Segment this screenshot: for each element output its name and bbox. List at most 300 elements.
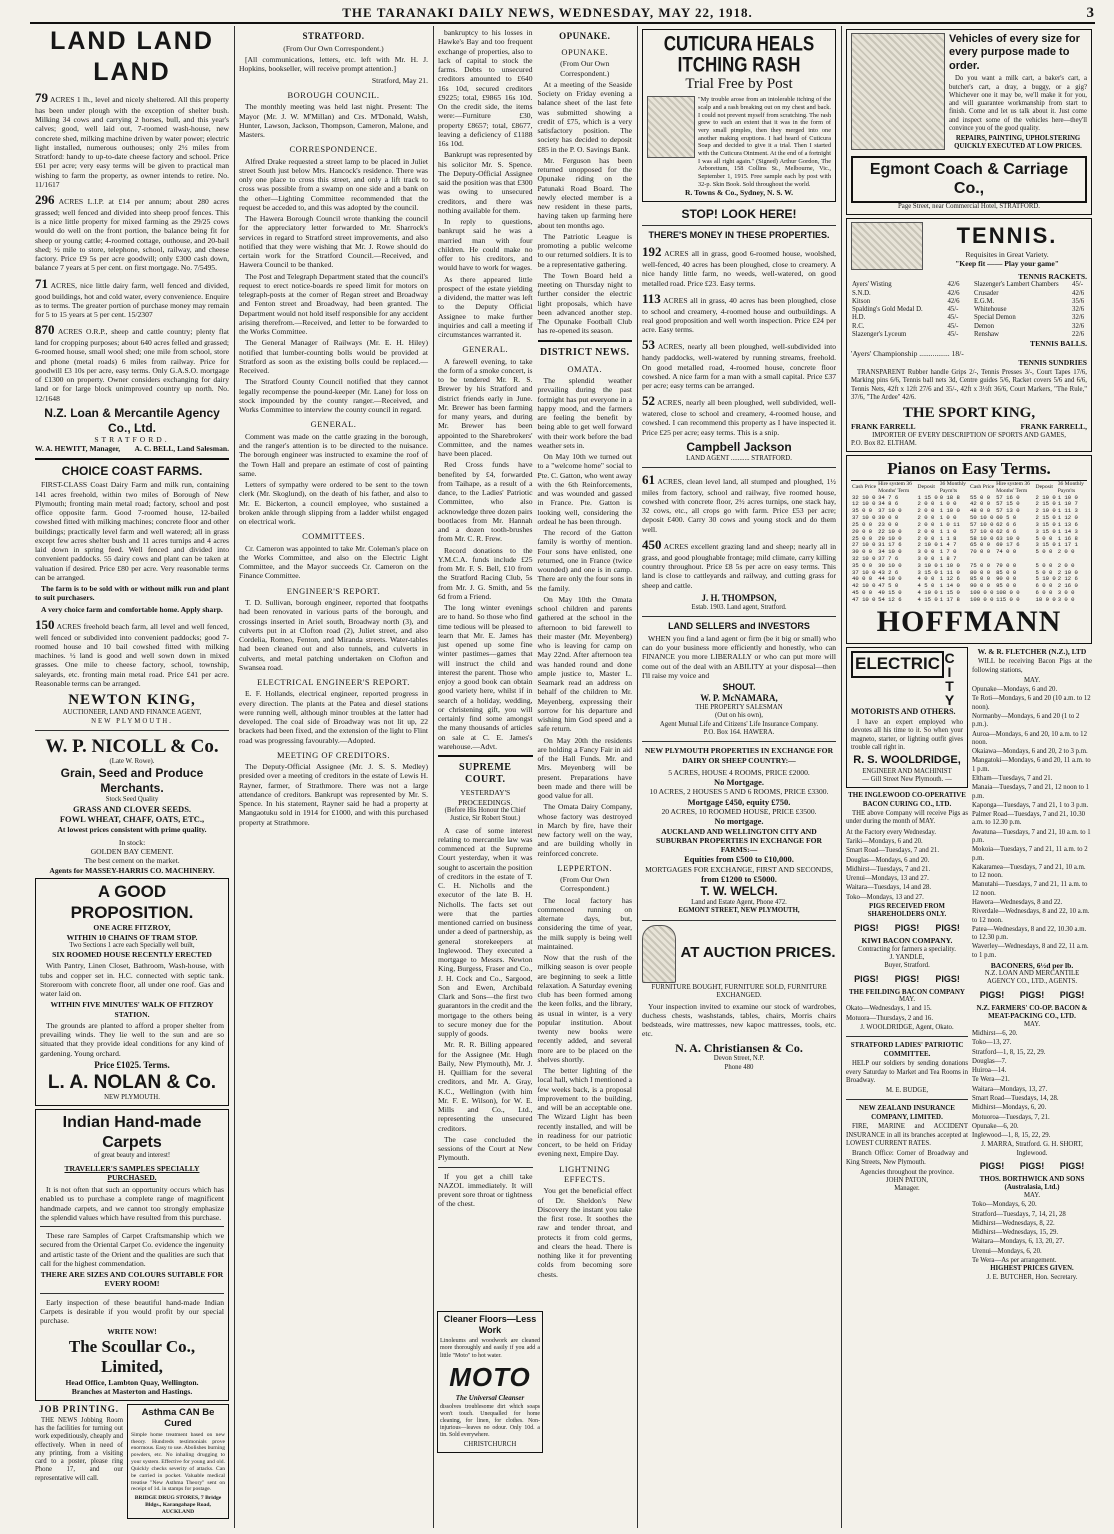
piano-cell: 4 10 0	[917, 589, 938, 596]
christiansen-name: N. A. Christiansen & Co.	[675, 1040, 803, 1055]
insurance-text: FIRE, MARINE and ACCIDENT INSURANCE in all its branches accepted at LOWEST CURRENT RATES.	[846, 1123, 968, 1147]
lot-text: ACRES all in grass, 40 acres has been ploughed, close to school and creamery, 4-roomed house and outbuildings. A real good proposition and well worth inspection. Price £24 per acre. Easy terms.	[642, 295, 836, 335]
district-heading: DISTRICT NEWS.	[539, 346, 630, 358]
moto-maker: CHRISTCHURCH	[463, 1441, 517, 1449]
piano-cell: 4 15 0	[917, 595, 938, 603]
engineer-heading: ENGINEER'S REPORT.	[286, 585, 381, 596]
article-text: The record of the Gatton family is worthy of mention. Four sons have enlisted, one returned, one in France (twice wounded) and one is in camp. There are only the four sons in the family.	[537, 528, 632, 593]
schedule-item: Kaponga—Tuesdays, 7 and 21, 1 to 3 p.m.	[972, 801, 1089, 809]
article-text: The local factory has commenced running on alternate days, but, considering the time of year, the milk supply is being well maintained.	[537, 895, 632, 951]
cement-line: GOLDEN BAY CEMENT.	[90, 847, 174, 857]
piano-cell: 37 7 6	[878, 554, 899, 562]
piano-cell: 2 10 0	[1035, 493, 1056, 501]
good-heading: A GOOD PROPOSITION.	[70, 881, 194, 922]
column-1	[32, 26, 232, 1528]
piano-cell: 1 10 7	[1057, 500, 1078, 508]
asthma-text: Simple home treatment based on new theory. Hundreds testimonials prove enormous. Easy to use. Abolishes burning powders, etc. No inhaling drugging to your system. Effective for young and old. Quickly checks severity of attacks. Can be carried in pocket. Valuable medical treatise "New Asthma Theory" sent on receipt of 1d. in stamps for postage.	[131, 1431, 225, 1493]
article-text: Letters of sympathy were ordered to be sent to the town clerk (Mr. Skoglund), on the death of his father, and also to Mr. E. Bickerton, a council employee, who sustained a broken ankle through slipping from a ladder whilst engaged on electrical work.	[239, 480, 428, 527]
carpets-sub: of great beauty and interest!	[93, 1152, 171, 1160]
piano-cell: 29 10 0	[878, 534, 902, 542]
electric-logo	[851, 651, 963, 707]
piano-cell: 3 15 0	[917, 568, 938, 576]
divider	[846, 1099, 968, 1100]
piano-cell: 3 15 0	[1035, 541, 1056, 549]
nz-farmers-schedule	[972, 1030, 1092, 1140]
schedule-item: At the Factory every Wednesday.	[846, 828, 937, 836]
instock-line: In stock:	[118, 837, 146, 847]
lot-text: ACRES excellent grazing land and sheep; nearly all in grass, and good ploughable frontage; mild climate, carry killing country throughout. Price £8 5s per acre on easy terms. This land is close to cattleyards and railway, and cutting grass for sheep and cattle.	[642, 541, 837, 590]
piano-cell: 1 13 6	[1057, 520, 1078, 528]
piano-cell: 1 14 0	[939, 582, 960, 590]
piano-head: Cash Price	[852, 484, 877, 491]
nz-farmers-agents: J. MARRA, Stratford. G. H. SHORT, Inglewood.	[981, 1141, 1083, 1157]
article-text: The Deputy-Official Assignee (Mr. J. S. S. Medley) presided over a meeting of creditors in the estate of Lewis H. Rayner, farmer, of Strathmore. There was not a large attendance of creditors. Bankrupt was represented by Mr. S. Spence. In his statement, Rayner said he had a property at Mangaotuku sold in 1914 for £1000, and with this purchased property at Strathmore.	[239, 762, 428, 827]
article-text: The Omata Dairy Company, whose factory was destroyed in March by fire, have their new factory well on the way, and are building wholly in reinforced concrete.	[537, 802, 632, 858]
piano-cell: 2 0 0	[917, 534, 935, 542]
good-walk: WITHIN FIVE MINUTES' WALK OF FITZROY STATION.	[50, 1000, 214, 1019]
grain-heading: Grain, Seed and Produce Merchants.	[60, 766, 204, 796]
welch-line: Land and Estate Agent, Phone 472.	[691, 898, 787, 906]
piano-cell: 2 0 0	[917, 500, 935, 508]
welch-address: EGMONT STREET, NEW PLYMOUTH,	[678, 907, 800, 915]
job-printing-ad	[35, 1404, 123, 1519]
piano-cell: 10 0 0	[1035, 595, 1056, 603]
bottom-ads	[35, 1404, 229, 1519]
lot-text: ACRES O.R.P., sheep and cattle country; plenty flat land for cropping purposes; about 640 acres felled and grassed; 6-roomed house, small wool shed; one mile from school, store and phone (metal roads) 6 miles from railway. Price for goodwill £3 10s per acre, easy terms. Only G.A.S.O. mortgage of £1300 on property. Owner considers exchanging for dairy land or for large block unimproved country up north. No. 12/1648	[35, 327, 229, 403]
agency-manager: W. A. HEWITT, Manager,	[35, 444, 121, 454]
agency-name: N.Z. Loan & Mercantile Agency Co., Ltd.	[44, 405, 220, 435]
asthma-ad	[127, 1404, 229, 1519]
racket-name: Special Demon	[974, 314, 1016, 322]
borthwick-schedule	[972, 1201, 1092, 1256]
land-lot: 61 ACRES, clean level land, all stumped and ploughed, 1½ miles from factory, school and railway, five roomed house, cowshed with concrete floor, 2½ acres turnips, one stack hay, 32 cows, etc., all crops go with farm. Price £53 per acre; deposit £400. Carry 30 cows and young stock and do them well.	[642, 471, 837, 534]
racket-name: H.D.	[852, 314, 866, 322]
farrell-names	[851, 422, 1087, 431]
vehicle-illustration	[851, 33, 945, 150]
piano-cell: 23 0 0	[878, 520, 899, 528]
land-lot	[642, 291, 836, 335]
coach-ad	[846, 29, 1092, 215]
piano-cell: 1 12 6	[939, 575, 960, 583]
piano-cell: 32 10 0	[852, 554, 876, 562]
rackets-left	[851, 281, 965, 339]
borough-heading: BOROUGH COUNCIL.	[287, 89, 380, 100]
divider	[846, 1036, 968, 1037]
article-text: Mr. R. R. Billing appeared for the Assignee (Mr. Hugh Baily, New Plymouth), Mr. J. H. Quilliam for the several creditors, and Mr. A. Gray, K.C., Wellington (with him Mr. F. E. Wilson), for W. E. Mills and Co., Ltd., representing the unsecured creditors.	[438, 1040, 533, 1133]
carpets-text: Early inspection of these beautiful hand-made Indian Carpets is desirable if you would profit by our special purchase.	[40, 1297, 224, 1326]
piano-cell: 3 0 0	[1057, 595, 1075, 603]
piano-cell: 74 0 0	[996, 548, 1017, 556]
schedule-item: Toko—Mondays, 13 and 27.	[846, 893, 924, 901]
money-heading: THERE'S MONEY IN THESE PROPERTIES.	[648, 230, 830, 241]
piano-cell: 1 10 0	[939, 561, 960, 569]
piano-cell: 44 10 0	[878, 575, 902, 583]
nz-farmers-heading: N.Z. FARMERS' CO-OP. BACON & MEAT-PACKING CO., LTD.	[976, 1003, 1088, 1021]
land-lot	[35, 90, 229, 189]
schedule-item: Te Wera—21.	[972, 1076, 1010, 1084]
opunake-heading: OPUNAKE.	[559, 31, 611, 41]
racket-name: Ayers' Wisting	[852, 281, 892, 289]
np-heading: NEW PLYMOUTH PROPERTIES IN EXCHANGE FOR DAIRY OR SHEEP COUNTRY:—	[644, 746, 834, 765]
electrical-heading: ELECTRICAL ENGINEER'S REPORT.	[257, 677, 410, 688]
kiwi-text: Contracting for farmers a speciality.	[858, 945, 956, 953]
cuticura-text: "My trouble arose from an intolerable itching of the scalp and a rash breaking out on my chest and back. I could not prevent myself from scratching. The rash grew to such an extent that it was in the form of very small pimples, then they merged into one another making eruptions. I had heard of Cuticura Soap and decided to give it a trial. Then I started with the Cuticura Ointment. At the end of a fortnight I was all right again." (Signed) Arthur Gordon, The Arborettum, 158 Collins St., Melbourne, Vic., September 1, 1915. Free sample each by post with 32-p. Skin Book. Sold throughout the world.	[698, 96, 831, 188]
piano-cell: 115 0 0	[996, 595, 1020, 603]
land-heading: LAND LAND LAND	[50, 27, 214, 86]
thompson-name: J. H. THOMPSON,	[701, 592, 777, 603]
article-text: Cr. Cameron was appointed to take Mr. Coleman's place on the Works Committee, and also on the Electric Light Committee, and the Mayor succeeds Cr. Cameron on the Finance Committee.	[239, 543, 428, 581]
schedule-item: Mokoia—Tuesdays, 7 and 21, 11 a.m. to 2 p.m.	[972, 846, 1088, 862]
insurance-name: JOHN PATON,	[886, 1177, 928, 1185]
scoullar-branch: Branches at Masterton and Hastings.	[71, 1387, 193, 1397]
lot-text: ACRES 1 lh., level and nicely sheltered. All this property has been under plough with the exception of shelter bush. Milking 34 cows and carrying 2 horses, bull, and this year's calves; good, well laid out, 7-roomed wash-house, new concrete shed, milking machine driven by water power; electric light installed, numerous outhouses; only 2½ miles from Stratford: handy to up-to-date cheese factory and school. Price £61 per acre; very easy terms will be given to practical man wishing to farm the property, as owner intends to retire. No. 11/1617	[35, 95, 229, 189]
lot-text: ACRES, nearly all been ploughed, well-subdivided into handy paddocks, well-watered by running streams, freehold. On good metalled road, 4-roomed house, concrete floor cowshed. A nice farm for a man with a small capital. Price £37 per acre; easy terms can be arranged.	[642, 342, 836, 391]
balls-heading: TENNIS BALLS.	[1030, 339, 1087, 349]
piano-cell: 5 0 0	[1035, 561, 1053, 569]
piano-cell: 3 10 0	[917, 561, 938, 569]
supreme-honour: (Before His Honour the Chief Justice, Sir Robert Stout.)	[444, 806, 526, 823]
article-text: Alfred Drake requested a street lamp to be placed in Juliet street South just below Mrs. Hancock's residence. There was only one place to cross this street, and only a lift track to cross was possible from a swamp on one side and a bank on the other—Lighting Committee recommended that the request be acceded to, and this was adopted by the council.	[239, 156, 428, 212]
write-now: WRITE NOW!	[107, 1327, 157, 1337]
nazol-text: If you get a chill take NAZOL immediately. It will prevent sore throat or tightness of the chest.	[438, 1171, 533, 1209]
ladies-text: HELP our soldiers by sending donations every Saturday to Market and Tea Rooms in Broadway.	[846, 1060, 968, 1084]
divider	[35, 458, 229, 460]
schedule-item: Midhirst—Wednesdays, 15, 29.	[972, 1229, 1059, 1237]
divider	[438, 755, 533, 757]
mcnamara-sub: THE PROPERTY SALESMAN	[695, 704, 783, 712]
piano-cell: 0 18 8	[939, 493, 960, 501]
stock-line: Stock Seed Quality	[105, 795, 159, 803]
piano-cell: 1 15 0	[939, 589, 960, 596]
fletcher-month: MAY.	[1023, 676, 1041, 684]
borthwick-heading: THOS. BORTHWICK AND SONS (Australasia, Ltd.)	[979, 1174, 1085, 1192]
hoffmann-name: HOFFMANN	[876, 604, 1062, 638]
lot-text: ACRES, nice little dairy farm, well fenced and divided, good buildings, hot and cold water, every convenience. Enquire as to terms. The greater portion of purchase money may remain for 5 to 15 years at 5 per cent. 15/2307	[35, 280, 229, 320]
good-sub: Two Sections 1 acre each Specially well built,	[69, 941, 195, 949]
racket-name: Whitehouse	[974, 306, 1007, 314]
piano-cell: 1 7 0	[939, 548, 957, 556]
schedule-item: Motuora—Thursdays, 2 and 16.	[846, 1014, 934, 1022]
piano-cell: 60 5 0	[996, 514, 1017, 522]
lepperton-own: (From Our Own Correspondent.)	[560, 875, 610, 894]
supreme-heading: SUPREME COURT.	[459, 762, 512, 786]
moto-logo: MOTO	[449, 1361, 531, 1392]
cuticura-sold: R. Towns & Co., Sydney, N. S. W.	[684, 188, 794, 198]
nolan-name: L. A. NOLAN & Co.	[47, 1071, 217, 1093]
tennis-top	[851, 222, 1087, 270]
piano-cell: 45 0 0	[852, 589, 873, 596]
divider	[642, 225, 836, 226]
schedule-item: Toko—13, 27.	[972, 1039, 1012, 1047]
motorists-text: I have an expert employed who devotes all his time to it. So when your magneto, starter, or lighting outfit gives trouble call right in.	[851, 718, 963, 751]
feilding-agent: J. WOOLDRIDGE, Agent, Okato.	[860, 1023, 954, 1031]
inglewood-heading: THE INGLEWOOD CO-OPERATIVE BACON CURING CO., LTD.	[848, 791, 966, 808]
piano-cell: 69 17 6	[996, 541, 1020, 549]
shout-heading: SHOUT.	[722, 682, 756, 693]
piano-cell: 34 8 6	[878, 500, 899, 508]
auction-text: Your inspection invited to examine our stock of wardrobes, duchess chests, washstands, tables, chairs, Morris chairs bedsteads, wire mattresses, new kapoc mattresses, tools, etc. etc.	[642, 1001, 836, 1039]
racket-name: Crusader	[974, 289, 999, 297]
mcnamara-box: P.O. Box 164. HAWERA.	[703, 729, 775, 737]
good-text: With Pantry, Linen Closet, Bathroom, Wash-house, with tubs and copper set in. H.C. connected with septic tank. Storeroom with concrete floor, all under one roof. Gas and water laid on.	[40, 961, 224, 999]
tennis-heading: TENNIS.	[956, 223, 1058, 249]
piano-row	[851, 597, 1087, 604]
article-text: The splendid weather prevailing during the past fortnight has put everyone in a happy mood, and the farmers are feeling the benefit by being able to get well forward with their work before the bad weather sets in.	[537, 376, 632, 450]
piano-cell: 65 0 0	[969, 541, 991, 549]
piano-head: Cash Price	[969, 484, 995, 491]
piano-cell: 3 0 0	[1057, 589, 1075, 596]
coast-note: A very choice farm and comfortable home. Apply sharp.	[41, 604, 223, 614]
schedule-item: Midhirst—Mondays, 6, 20.	[972, 1104, 1047, 1112]
sellers-text: WHEN you find a land agent or firm (be it big or small) who can do your business more efficiently and honestly, who can FINANCE you more LIBERALLY or who can put more will come out of the deal with an ABILITY at your disposal—then I'll raise my voice and	[642, 633, 836, 680]
moto-head: Cleaner Floors—Less Work	[443, 1314, 537, 1335]
sport-king: THE SPORT KING,	[902, 405, 1036, 422]
schedule-item: Patea—Wednesdays, 8 and 22, 10.30 a.m. to 12.30 p.m.	[972, 925, 1087, 942]
col5-split	[846, 647, 1092, 1282]
schedule-item: Midhirst—Wednesdays, 8, 22.	[972, 1219, 1055, 1227]
opunake-own: (From Our Own Correspondent.)	[560, 59, 610, 78]
feilding-schedule	[846, 1005, 968, 1023]
auction-heading: AT AUCTION PRICES.	[680, 944, 836, 962]
pigs-banner	[972, 990, 1092, 1001]
coach-body	[949, 33, 1087, 152]
article-text: In reply to questions, bankrupt said he was a married man with four children. He could make no offer to his creditors, and would have to work for wages.	[438, 217, 533, 273]
piano-head: 36 Monthly Paym'ts	[1057, 481, 1084, 494]
moto-ad	[437, 1311, 543, 1453]
lot-text: ACRES, clean level land, all stumped and ploughed, 1½ miles from factory, school and railway, five roomed house, cowshed with concrete floor, 2½ acres turnips, one stack hay, 32 cows, etc., all crops go with farm. Price £53 per acre; deposit £400. Carry 30 cows and young stock and do them well.	[642, 476, 837, 534]
racket-price: 45/-	[947, 331, 959, 338]
np-line: Equities from £500 to £10,000.	[684, 854, 794, 865]
pigs-label: PIGS!	[1059, 1160, 1085, 1171]
piano-cell: 50 10 0	[969, 514, 994, 522]
piano-cell: 25 0 0	[852, 534, 873, 542]
stratford-own: (From Our Own Correspondent.)	[283, 43, 384, 53]
racket-price: 42/6	[947, 289, 960, 297]
schedule-item: Toko—Mondays, 6, 20.	[972, 1201, 1037, 1209]
divider	[538, 340, 633, 342]
nz-farmers-month: MAY.	[1023, 1020, 1041, 1028]
piano-cell: 100 0 0	[969, 589, 994, 596]
lot-number: 71	[35, 275, 48, 291]
lot-number: 192	[642, 244, 662, 260]
schedule-item: Waitara—Tuesdays, 14 and 28.	[846, 884, 932, 892]
land-lot	[642, 393, 836, 437]
np-line: No Mortgage.	[713, 777, 765, 788]
racket-price: 35/6	[1072, 297, 1085, 305]
moto-text: Linoleums and woodwork are cleaned more thoroughly and easily if you add a little "Moto" to hot water.	[440, 1337, 540, 1359]
lowest-line: At lowest prices consistent with prime quality.	[57, 824, 207, 834]
lot-number: 113	[642, 290, 661, 306]
agents-line: Agents for MASSEY-HARRIS CO. MACHINERY.	[49, 865, 215, 875]
piano-cell: 1 0 11	[939, 520, 960, 528]
piano-cell: 22 10 0	[878, 527, 902, 535]
article-text: The monthly meeting was held last night. Present: The Mayor (Mr. J. W. M'Millan) and Crs. M'Donald, Walsh, Hunter, Lawson, Jackson, Thompson, Cameron, Malone, and Masters.	[239, 102, 428, 140]
tennis-ad	[846, 218, 1092, 452]
lot-number: 52	[642, 393, 655, 409]
piano-cell: 57 15 0	[996, 500, 1020, 508]
racket-name: R.C.	[852, 322, 865, 330]
wooldridge-address: — Gill Street New Plymouth. —	[862, 775, 952, 783]
piano-cell: 42 10 0	[852, 582, 876, 590]
piano-cell: 34 10 0	[878, 548, 902, 556]
piano-cell: 34 7 6	[878, 493, 899, 501]
agency-staff	[35, 444, 229, 453]
fletcher-schedule	[972, 686, 1092, 960]
racket-price: 32/6	[1072, 314, 1085, 322]
article-text: The Stratford County Council notified that they cannot legally recompense the pound-keeper (Mr. Lane) for loss on stock impounded by the county ranger.—Received, and Works Committee to interview the county council in regard.	[239, 377, 428, 415]
farrell-name: FRANK FARRELL,	[1020, 422, 1087, 432]
col5-left	[846, 647, 968, 1282]
article-text: You get the beneficial effect of Dr. Sheldon's New Discovery the instant you take the first rose. It soothes the raw and tender throat, and protects it from cold germs, and clears the head. There is nothing like it for preventing colds from becoming sore chests.	[537, 1186, 632, 1279]
piano-cell: 1 0 0	[939, 500, 957, 508]
pigs-label: PIGS!	[1019, 1160, 1045, 1171]
racket-price: 32/6	[1072, 322, 1085, 330]
column-4	[639, 26, 839, 1528]
carpets-heading: Indian Hand-made Carpets	[62, 1114, 202, 1151]
land-lot	[35, 276, 229, 320]
city-word: CITY	[944, 650, 955, 709]
divider	[642, 616, 836, 617]
piano-cell: 39 10 0	[878, 561, 902, 569]
piano-cell: 2 0 0	[917, 527, 935, 535]
article-text: At a meeting of the Seaside Society on Friday evening a balance sheet of the last fete was submitted showing a credit of £75, which is a very satisfactory position. The society has decided to deposit £85 in the P. O. Savings Bank.	[537, 79, 632, 154]
piano-cell: 2 10 0	[1035, 507, 1056, 515]
mcnamara-agent: Agent Mutual Life and Citizens' Life Insurance Company.	[659, 720, 819, 728]
piano-head: Deposit	[1035, 484, 1053, 491]
portrait-illustration	[647, 96, 695, 158]
piano-cell: 27 10 0	[852, 541, 876, 549]
land-lot: 150 ACRES freehold beach farm, all level and well fenced, well fenced or subdivided into convenient paddocks; good 7-roomed house and 10 bail cowshed fitted with milking machines. ½ land is good and well sown down in mixed grasses. One mile to cheese factory, school, township, saleyards, etc. fronting main metal road. Price £41 per acre. Reasonable terms can be arranged.	[35, 616, 230, 688]
creditors-heading: MEETING OF CREDITORS.	[276, 749, 391, 760]
piano-cell: 55 0 0	[969, 493, 991, 501]
schedule-item: Awatuna—Tuesdays, 7 and 21, 10 a.m. to 1 p.m.	[972, 828, 1091, 844]
carpets-ad	[35, 1109, 229, 1400]
coach-heading: Vehicles of every size for every purpose made to order.	[949, 33, 1080, 72]
piano-cell: 2 0 0	[1057, 561, 1075, 569]
rackets-lists	[851, 281, 1087, 339]
scoullar-office: Head Office, Lambton Quay, Wellington.	[65, 1378, 199, 1388]
article-text: The case concluded the sessions of the Court at New Plymouth.	[438, 1134, 533, 1163]
lot-text: ACRES all in grass, good 6-roomed house, woolshed, well-fenced, 40 acres has been ploughed, close to creamery. A nice handy little farm, no weeds, well-watered, on good metalled road. Price £23. Easy terms.	[642, 249, 836, 288]
piano-cell: 1 17 8	[939, 595, 960, 603]
piano-cell: 100 0 0	[969, 595, 994, 603]
cuticura-trial: Trial Free by Post	[685, 76, 793, 92]
piano-cell: 47 10 0	[852, 595, 876, 603]
sellers-heading: LAND SELLERS and INVESTORS	[668, 621, 810, 632]
piano-cell: 35 0 0	[852, 561, 873, 569]
schedule-item: Palmer Road—Tuesdays, 7 and 21, 10.30 a.m. to 12.30 p.m.	[972, 811, 1086, 827]
piano-cell: 57 16 0	[996, 493, 1020, 501]
lightning-heading: LIGHTNING EFFECTS.	[559, 1163, 611, 1185]
opunake-sub: OPUNAKE.	[561, 46, 609, 57]
racket-price: 42/6	[947, 297, 960, 305]
piano-cell: 25 0 0	[852, 520, 873, 528]
pigs-label: PIGS!	[979, 1160, 1005, 1171]
schedule-item: Opunake—Mondays, 6 and 20.	[972, 686, 1058, 694]
good-proposition-ad	[35, 878, 229, 1106]
figure-illustration	[642, 925, 676, 983]
piano-cell: 2 16 0	[1057, 582, 1078, 590]
tennis-illustration	[851, 222, 923, 270]
piano-head: Hire system 36 Months' Term	[878, 481, 912, 494]
np-line: AUCKLAND AND WELLINGTON CITY AND SUBURBAN PROPERTIES IN EXCHANGE FOR FARMS:—	[656, 826, 822, 855]
piano-cell: 5 0 0	[1035, 568, 1053, 576]
schedule-item: Eltham—Tuesdays, 7 and 21.	[972, 775, 1053, 783]
piano-cell: 31 17 6	[878, 541, 902, 549]
np-line: 20 ACRES, 10 ROOMED HOUSE, PRICE £3500.	[661, 807, 817, 817]
column-rule	[841, 26, 842, 1528]
article-text: The Patriotic League is promoting a public welcome to our returned soldiers. It is to be a representative gathering.	[537, 231, 632, 269]
piano-cell: 2 12 6	[1057, 575, 1078, 583]
schedule-item: Manaia—Tuesdays, 7 and 21, 12 noon to 1 p.m.	[972, 784, 1089, 800]
column-3-right	[538, 26, 633, 1281]
article-text: The long winter evenings are to hand. So those who find time tedious will be pleased to learn that Mr. E. James has just opened up some fine winter pastimes—games that will instruct the child and interest the parent. Those who enjoy a good book can obtain good variety here, whilst if in search of a holiday, wedding, or christening gift, you will certainly find some amongst the many thousands of articles on sale at C. E. James's warehouse.—Advt.	[438, 603, 533, 751]
borthwick-foot: Te Wera—As per arrangement.	[972, 1256, 1057, 1264]
article-text: On May 20th the residents are holding a Fancy Fair in aid of the Hall Funds. Mr. and Mrs. Meyenberg will be present. Preparations have been made and there will be good value for all.	[537, 735, 632, 801]
piano-cell: 1 4 7	[939, 541, 957, 549]
article-text: Record donations to the Y.M.C.A. funds include £25 from Mr. F. S. Bell, £10 from the Stratford Racing Club, 5s from Mr. J. G. Smith, and 5s 6d from a Friend.	[438, 545, 533, 601]
insurance-agencies: Agencies throughout the province.	[860, 1168, 954, 1176]
np-line: from £1200 to £5000.	[701, 873, 777, 884]
newton-town: NEW PLYMOUTH.	[91, 717, 173, 725]
piano-cell: 3 0 0	[917, 548, 935, 556]
piano-cell: 90 0 0	[969, 582, 991, 590]
pigs-banner	[846, 974, 968, 985]
sundries-text: TRANSPARENT Rubber handle Grips 2/-, Tennis Presses 3/-, Court Tapes 17/6, Marking pins 6/6, Tennis ball nets 3d, Centre guides 5/6, Racket covers 5/6 and 6/6, Tennis Nets, 42ft x 12ft 27/6 and 35/-, 42ft x 3½ft 36/6, Court Markers, "The Rule," 37/6, "The Ardee" 42/6.	[851, 369, 1087, 401]
farrell-name: FRANK FARRELL	[851, 422, 916, 432]
schedule-item: Mangatoki—Mondays, 6 and 20, 11 a.m. to 1 p.m.	[972, 757, 1091, 773]
piano-cell: 47 5 0	[878, 582, 899, 590]
coast-note: The farm is to be sold with or without milk run and plant to suit purchasers.	[35, 584, 229, 603]
insurance-manager: Manager.	[894, 1185, 920, 1193]
piano-cell: 4 5 0	[917, 582, 935, 590]
omata-heading: OMATA.	[567, 363, 603, 374]
schedule-item: Stratford—1, 8, 15, 22, 29.	[972, 1048, 1046, 1056]
pigs-label: PIGS!	[1019, 989, 1045, 1000]
rackets-heading: TENNIS RACKETS.	[1018, 272, 1087, 282]
rackets-right	[973, 281, 1087, 339]
pigs-label: PIGS!	[894, 922, 920, 933]
good-price: Price £1025. Terms.	[94, 1059, 170, 1070]
article-text: Mr. Ferguson has been returned unopposed for the Opunake riding on the Patunaki Road Board. The newly elected member is a new resident in these parts, having taken up farming here about ten months ago.	[537, 155, 632, 230]
piano-cell: 70 0 0	[969, 548, 991, 556]
column-5	[843, 26, 1095, 1528]
article-text: Now that the rush of the milking season is over people are beginning to seek a little relaxation. A Saturday evening club has been formed among the keen folks, and the library, as usual in winter, is a very popular institution. About twenty new books were recently added, and several more are to be placed on the shelves shortly.	[537, 953, 632, 1064]
piano-cell: 2 10 0	[1057, 568, 1078, 576]
cuticura-body	[647, 96, 831, 188]
stop-heading: STOP! LOOK HERE!	[681, 206, 797, 221]
article-text: On May 10th the Omata school children and parents gathered at the school in the afternoon to bid farewell to their master (Mr. Meyenberg) who is leaving for camp on May 22nd. After afternoon tea was handed round and done ample justice to, Master L. Seamark read an address on behalf of the children to Mr. Meyenberg, expressing their sorrow for his departure and wishing him God speed and a safe return.	[537, 594, 632, 734]
kiwi-name: J. YANDLE,	[889, 954, 925, 961]
lot-number: 79	[35, 90, 48, 105]
piano-cell: 1 8 7	[939, 554, 957, 562]
agency-town: STRATFORD.	[94, 435, 170, 445]
piano-cell: 62 6 6	[996, 520, 1017, 528]
welch-name: T. W. WELCH.	[700, 884, 778, 899]
schedule-item: Opunake—6, 20.	[972, 1122, 1019, 1130]
fowl-line: FOWL WHEAT, CHAFF, OATS, ETC.,	[59, 814, 205, 825]
racket-name: E.G.M.	[974, 297, 995, 305]
lot-text: ACRES L.I.P. at £14 per annum; about 280 acres grassed; well fenced and divided into sheep proof fences. This is a nice little property for mixed farming as the 29/25 cows would do well on the front portion, the balance being fit for sheep or young cattle; 4-roomed cottage, outhouse, and 20-bail shed; ½ mile to store, telephone, school, railway, and cheese factory. Price £9 5s per acre goodwill; only £300 cash down, balance 7 years at 5 per cent. on first mortgage. No. 7/5495.	[35, 197, 229, 273]
racket-name: Demon	[974, 322, 995, 330]
article-text: Comment was made on the cattle grazing in the borough, and the ranger's attention is to be directed to the nuisance. The borough engineer was instructed to examine the roof of the Town Hall and prepare an estimate of cost of painting same.	[239, 431, 428, 478]
job-heading: JOB PRINTING.	[38, 1403, 119, 1414]
thompson-line: Estab. 1903. Land agent, Stratford.	[691, 603, 787, 611]
best-line: The best cement on the market.	[84, 856, 180, 866]
kiwi-heading: KIWI BACON COMPANY.	[861, 936, 953, 946]
pigs-label: PIGS!	[935, 973, 960, 984]
carpets-text: It is not often that such an opportunity occurs which has enabled us to purchase a complete range of magnificent handmade carpets, and we cannot too strongly emphasize the splendid values which have resulted from this purchase.	[40, 1185, 224, 1222]
